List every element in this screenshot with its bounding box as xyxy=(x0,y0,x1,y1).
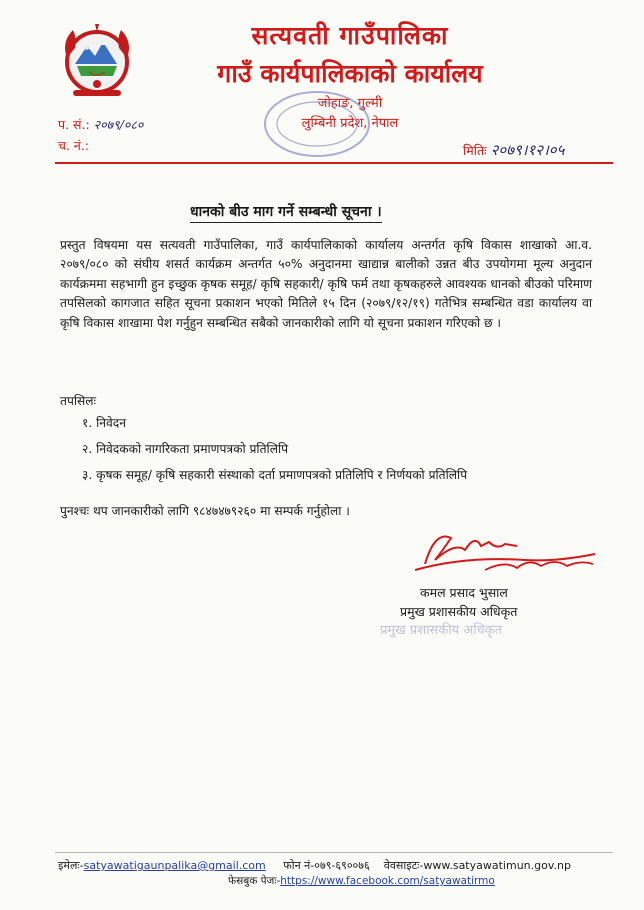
phone-value: ०७९-६९००७६ xyxy=(314,859,370,872)
patra-label: प. सं.: xyxy=(58,117,90,132)
list-item: १. निवेदन xyxy=(82,416,127,430)
list-item: २. निवेदकको नागरिकता प्रमाणपत्रको प्रतिलिपि xyxy=(82,442,289,456)
patra-value: २०७९/०८० xyxy=(93,117,144,132)
notice-body: प्रस्तुत विषयमा यस सत्यवती गाउँपालिका, गाउँ कार्यपालिकाको कार्यालय अन्तर्गत कृषि विकास शाखाको आ.व. २०७९/०८० को संघीय शसर्त कार्यक्रम अन्तर्गत ५०% अनुदानमा खाद्यान्न बालीको उन्नत बीउ उपयोगमा मूल्य अनुदान कार्यक्रममा सहभागी हुन इच्छुक कृषक समूह/ कृषि सहकारी/ कृषि फर्म तथा कृषकहरुले आवश्यक धानको बीउको परिमाण तपसिलको कागजात सहित सूचना प्रकाशन भएको मितिले १५ दिन (२०७९/१२/१९) गतेभित्र सम्बन्धित वडा कार्यालय वा कृषि विकास शाखामा पेश गर्नुहुन सम्बन्धित सबैको जानकारीको लागि यो सूचना प्रकाशन गरिएको छ । xyxy=(60,238,592,330)
signer-stamp: प्रमुख प्रशासकीय अधिकृत xyxy=(380,623,503,638)
phone-label: फोन नं- xyxy=(283,859,315,872)
footer-divider xyxy=(55,852,613,853)
website-label: वेवसाइटः- xyxy=(383,859,424,872)
signer-name: कमल प्रसाद भुसाल xyxy=(420,585,508,600)
notice-subject: धानको बीउ माग गर्ने सम्बन्धी सूचना । xyxy=(190,202,382,223)
chalani-label: च. नं.: xyxy=(58,138,90,153)
footer-contacts xyxy=(58,858,618,873)
patra-sankhya xyxy=(58,116,143,133)
date-label: मितिः xyxy=(463,143,487,158)
letterhead-address1: जोहाङ, गुल्मी xyxy=(317,96,383,111)
facebook-link[interactable]: https://www.facebook.com/satyawatirmo xyxy=(280,875,495,887)
list-item: ३. कृषक समूह/ कृषि सहकारी संस्थाको दर्ता प्रमाणपत्रको प्रतिलिपि र निर्णयको प्रतिलिपि xyxy=(82,468,468,482)
punascha-note: पुनश्चः थप जानकारीको लागि ९८४७४७९२६० मा सम्पर्क गर्नुहोला । xyxy=(60,504,350,518)
letterhead-line2: गाउँ कार्यपालिकाको कार्यालय xyxy=(217,59,483,88)
nepal-emblem-icon xyxy=(55,18,139,102)
office-stamp-icon xyxy=(262,88,372,160)
footer-facebook xyxy=(228,874,495,888)
chalani-number xyxy=(58,137,89,154)
date-value: २०७९।१२।०५ xyxy=(490,141,565,159)
letterhead-address2: लुम्बिनी प्रदेश, नेपाल xyxy=(301,116,399,131)
signature-icon xyxy=(405,520,605,582)
tapasil-label: तपसिलः xyxy=(60,394,96,408)
letterhead-line1: सत्यवती गाउँपालिका xyxy=(251,21,449,50)
facebook-label: फेसबुक पेजः- xyxy=(228,875,281,887)
signer-title: प्रमुख प्रशासकीय अधिकृत xyxy=(400,604,518,619)
letter-date xyxy=(463,140,564,160)
website-value[interactable]: www.satyawatimun.gov.np xyxy=(423,859,571,872)
header-divider xyxy=(55,162,613,164)
email-label: इमेलः- xyxy=(58,859,84,872)
email-link[interactable]: satyawatigaunpalika@gmail.com xyxy=(83,859,266,872)
